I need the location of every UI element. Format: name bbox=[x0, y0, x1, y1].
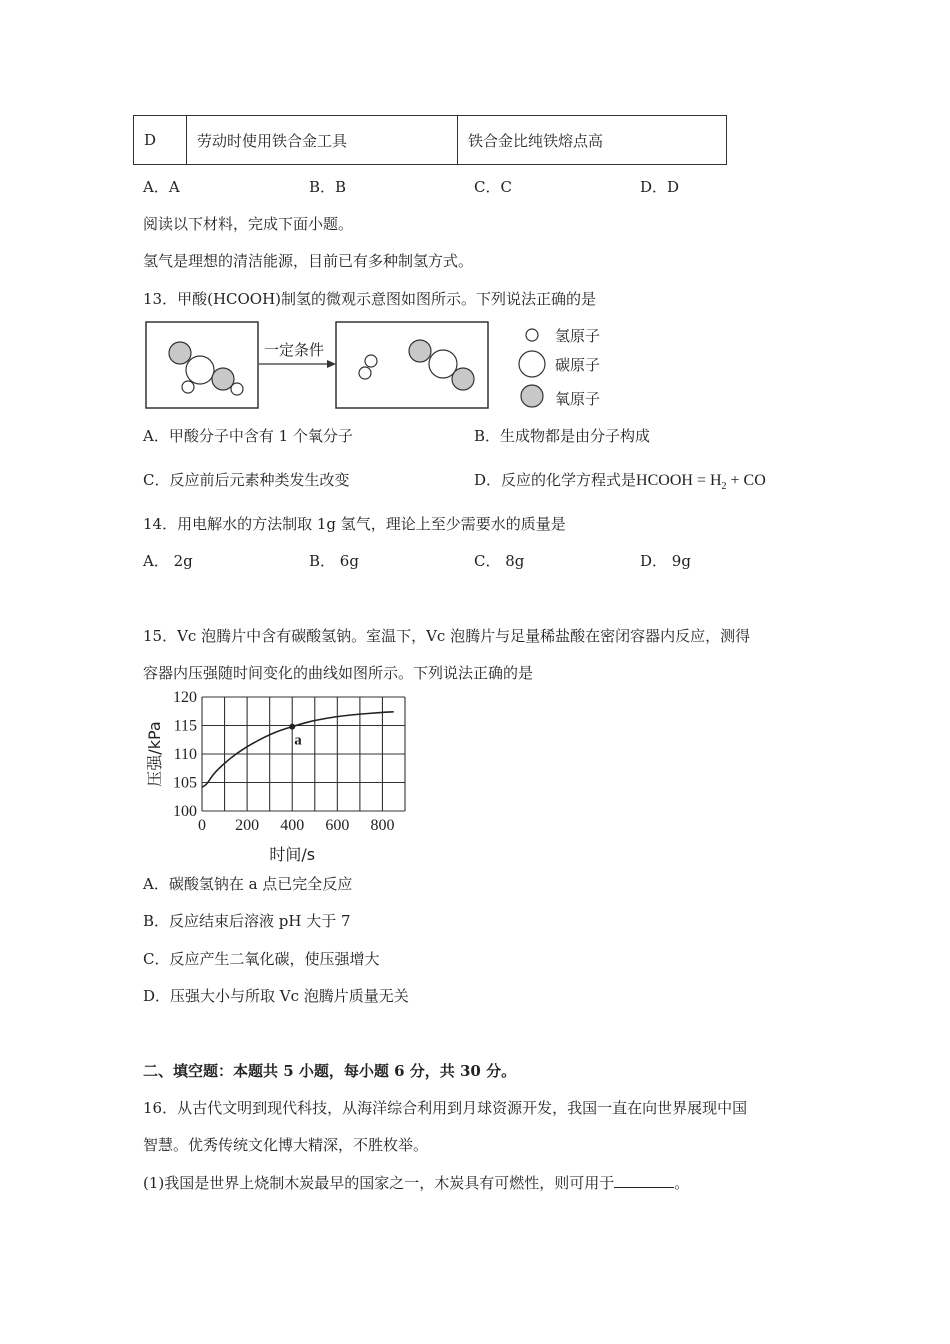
hydrogen-atom bbox=[182, 381, 194, 393]
answer-blank[interactable] bbox=[614, 1173, 674, 1188]
q14-option-b[interactable]: B． 6g bbox=[309, 552, 359, 570]
q16-line2: 智慧。优秀传统文化博大精深，不胜枚举。 bbox=[143, 1136, 429, 1154]
q12-option-a[interactable]: A．A bbox=[143, 178, 180, 196]
x-axis-label: 时间/s bbox=[269, 845, 316, 864]
q13-option-b[interactable]: B．生成物都是由分子构成 bbox=[474, 427, 651, 445]
legend-oxygen-icon bbox=[521, 385, 543, 407]
intro-line1: 阅读以下材料，完成下面小题。 bbox=[143, 215, 354, 233]
legend-oxygen-label: 氧原子 bbox=[555, 390, 601, 408]
legend-carbon-icon bbox=[519, 351, 545, 377]
table-cell-action: 劳动时使用铁合金工具 bbox=[187, 116, 458, 165]
q13-option-d[interactable] bbox=[474, 469, 766, 492]
table-cell-label: D bbox=[134, 116, 187, 165]
y-tick-label: 100 bbox=[173, 803, 197, 820]
x-tick-label: 400 bbox=[280, 817, 305, 834]
y-tick-label: 120 bbox=[173, 689, 197, 706]
q16-line1: 16．从古代文明到现代科技，从海洋综合利用到月球资源开发，我国一直在向世界展现中国 bbox=[143, 1099, 748, 1117]
q16-sub1 bbox=[143, 1172, 689, 1193]
oxygen-atom bbox=[169, 342, 191, 364]
table-cell-explanation: 铁合金比纯铁熔点高 bbox=[458, 116, 727, 165]
equation-part1: HCOOH = H bbox=[636, 472, 722, 489]
y-tick-label: 105 bbox=[173, 774, 197, 792]
pressure-time-chart bbox=[140, 685, 430, 870]
q14-stem: 14．用电解水的方法制取 1g 氢气，理论上至少需要水的质量是 bbox=[143, 515, 566, 533]
arrow-head-icon bbox=[327, 360, 336, 368]
chart-ticks bbox=[173, 689, 394, 834]
q13-option-a[interactable]: A．甲酸分子中含有 1 个氧分子 bbox=[143, 427, 353, 445]
q16-sub1-text: (1)我国是世界上烧制木炭最早的国家之一，木炭具有可燃性，则可用于 bbox=[143, 1174, 615, 1192]
y-axis-label: 压强/kPa bbox=[145, 721, 164, 787]
q14-option-c[interactable]: C． 8g bbox=[474, 552, 525, 570]
oxygen-atom bbox=[452, 368, 474, 390]
q16-sub1-end: 。 bbox=[674, 1174, 690, 1192]
x-tick-label: 200 bbox=[235, 817, 260, 834]
oxygen-atom bbox=[409, 340, 431, 362]
q15-option-b[interactable]: B．反应结束后溶液 pH 大于 7 bbox=[143, 912, 351, 930]
pressure-series-line bbox=[202, 712, 394, 787]
reaction-condition: 一定条件 bbox=[264, 341, 325, 359]
x-tick-label: 800 bbox=[370, 817, 395, 834]
q13-option-d-text: D．反应的化学方程式是 bbox=[474, 471, 637, 489]
legend-hydrogen-icon bbox=[526, 329, 538, 341]
oxygen-atom bbox=[212, 368, 234, 390]
q15-option-c[interactable]: C．反应产生二氧化碳，使压强增大 bbox=[143, 950, 380, 968]
legend-carbon-label: 碳原子 bbox=[555, 356, 601, 374]
q14-option-d[interactable]: D． 9g bbox=[640, 552, 691, 570]
y-tick-label: 115 bbox=[173, 717, 197, 735]
y-tick-label: 110 bbox=[173, 746, 197, 763]
q15-option-a[interactable]: A．碳酸氢钠在 a 点已完全反应 bbox=[143, 875, 353, 893]
legend-hydrogen-label: 氢原子 bbox=[555, 327, 601, 345]
q15-stem-line1: 15．Vc 泡腾片中含有碳酸氢钠。室温下，Vc 泡腾片与足量稀盐酸在密闭容器内反应，测得 bbox=[143, 627, 751, 645]
q12-option-d[interactable]: D．D bbox=[640, 178, 680, 196]
annotation-point bbox=[289, 724, 295, 730]
hydrogen-atom bbox=[365, 355, 377, 367]
q13-option-c[interactable]: C．反应前后元素种类发生改变 bbox=[143, 471, 350, 489]
x-tick-label: 600 bbox=[325, 817, 350, 834]
hydrogen-atom bbox=[231, 383, 243, 395]
table-row bbox=[134, 116, 727, 165]
q15-stem-line2: 容器内压强随时间变化的曲线如图所示。下列说法正确的是 bbox=[143, 664, 534, 682]
q15-option-d[interactable]: D．压强大小与所取 Vc 泡腾片质量无关 bbox=[143, 987, 409, 1005]
chemical-equation bbox=[636, 472, 766, 493]
x-tick-label: 0 bbox=[198, 817, 206, 834]
q13-stem: 13．甲酸(HCOOH)制氢的微观示意图如图所示。下列说法正确的是 bbox=[143, 290, 597, 308]
intro-line2: 氢气是理想的清洁能源，目前已有多种制氢方式。 bbox=[143, 252, 474, 270]
options-table bbox=[133, 115, 727, 165]
molecule-diagram bbox=[140, 318, 620, 414]
q12-option-c[interactable]: C．C bbox=[474, 178, 512, 196]
hydrogen-atom bbox=[359, 367, 371, 379]
equation-part2: + CO bbox=[726, 472, 766, 489]
section-title: 二、填空题：本题共 5 小题，每小题 6 分，共 30 分。 bbox=[143, 1062, 517, 1080]
annotation-label: a bbox=[294, 732, 302, 749]
carbon-atom bbox=[186, 356, 214, 384]
q12-option-b[interactable]: B．B bbox=[309, 178, 347, 196]
product-box bbox=[336, 322, 488, 408]
chart-grid bbox=[202, 697, 405, 811]
equation-subscript: 2 bbox=[721, 481, 727, 493]
q14-option-a[interactable]: A． 2g bbox=[143, 552, 193, 570]
